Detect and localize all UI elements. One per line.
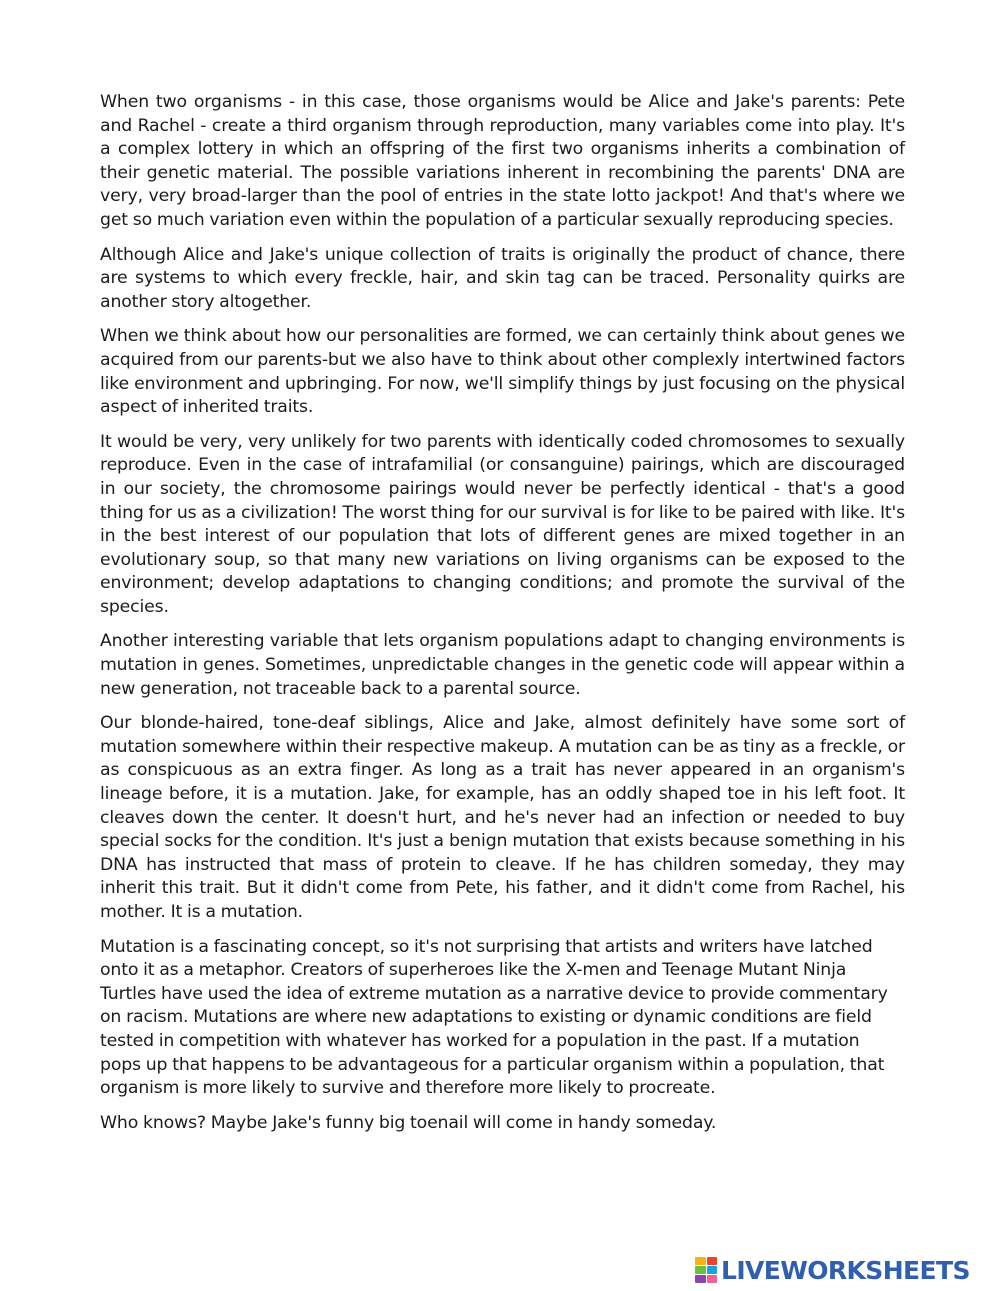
- logo-tile: [695, 1257, 706, 1265]
- document-body: [100, 91, 905, 1146]
- paragraph-6: Our blonde-haired, tone-deaf siblings, Alice and Jake, almost definitely have some sort of mutation somewhere within their respective makeup. A mutation can be as tiny as a freckle, or as conspicuous as an extra finger. As long as a trait has never appeared in an organism's lineage before, it is a mutation. Jake, for example, has an oddly shaped toe in his left foot. It cleaves down the center. It doesn't hurt, and he's never had an infection or needed to buy special socks for the condition. It's just a benign mutation that exists because something in his DNA has instructed that mass of protein to cleave. If he has children someday, they may inherit this trait. But it didn't come from Pete, his father, and it didn't come from Rachel, his mother. It is a mutation.: [100, 713, 905, 922]
- paragraph-3: When we think about how our personalities are formed, we can certainly think about genes we acquired from our parents-but we also have to think about other complexly intertwined factors like environment and upbringing. For now, we'll simplify things by just focusing on the physical aspect of inherited traits.: [100, 326, 905, 418]
- liveworksheets-logo: [695, 1255, 970, 1285]
- logo-tile: [695, 1266, 706, 1274]
- logo-text: LIVEWORKSHEETS: [721, 1255, 970, 1285]
- paragraph-7: Mutation is a fascinating concept, so it's not surprising that artists and writers have latched onto it as a metaphor. Creators of superheroes like the X-men and Teenage Mutant Ninja Turtles have used the idea of extreme mutation as a narrative device to provide commentary on racism. Mutations are where new adaptations to existing or dynamic conditions are field tested in competition with whatever has worked for a population in the past. If a mutation pops up that happens to be advantageous for a particular organism within a population, that organism is more likely to survive and therefore more likely to procreate.: [100, 936, 888, 1099]
- logo-tile: [695, 1275, 706, 1283]
- logo-mark-icon: [695, 1257, 717, 1283]
- logo-tile: [707, 1266, 718, 1274]
- paragraph-5: Another interesting variable that lets organism populations adapt to changing environments is mutation in genes. Sometimes, unpredictable changes in the genetic code will appear within a new generation, not traceable back to a parental source.: [100, 631, 905, 699]
- paragraph-4: It would be very, very unlikely for two parents with identically coded chromosomes to sexually reproduce. Even in the case of intrafamilial (or consanguine) pairings, which are discouraged in our society, the chromosome pairings would never be perfectly identical - that's a good thing for us as a civilization! The worst thing for our survival is for like to be paired with like. It's in the best interest of our population that lots of different genes are mixed together in an evolutionary soup, so that many new variations on living organisms can be exposed to the environment; develop adaptations to changing conditions; and promote the survival of the species.: [100, 431, 905, 617]
- paragraph-2: Although Alice and Jake's unique collection of traits is originally the product of chance, there are systems to which every freckle, hair, and skin tag can be traced. Personality quirks are another story altogether.: [100, 244, 905, 312]
- paragraph-1: When two organisms - in this case, those organisms would be Alice and Jake's parents: Pete and Rachel - create a third organism through reproduction, many variables come into play. It's a complex lottery in which an offspring of the first two organisms inherits a combination of their genetic material. The possible variations inherent in recombining the parents' DNA are very, very broad-larger than the pool of entries in the state lotto jackpot! And that's where we get so much variation even within the population of a particular sexually reproducing species.: [100, 92, 905, 230]
- logo-tile: [707, 1275, 718, 1283]
- paragraph-8: Who knows? Maybe Jake's funny big toenail will come in handy someday.: [100, 1112, 717, 1133]
- logo-tile: [707, 1257, 718, 1265]
